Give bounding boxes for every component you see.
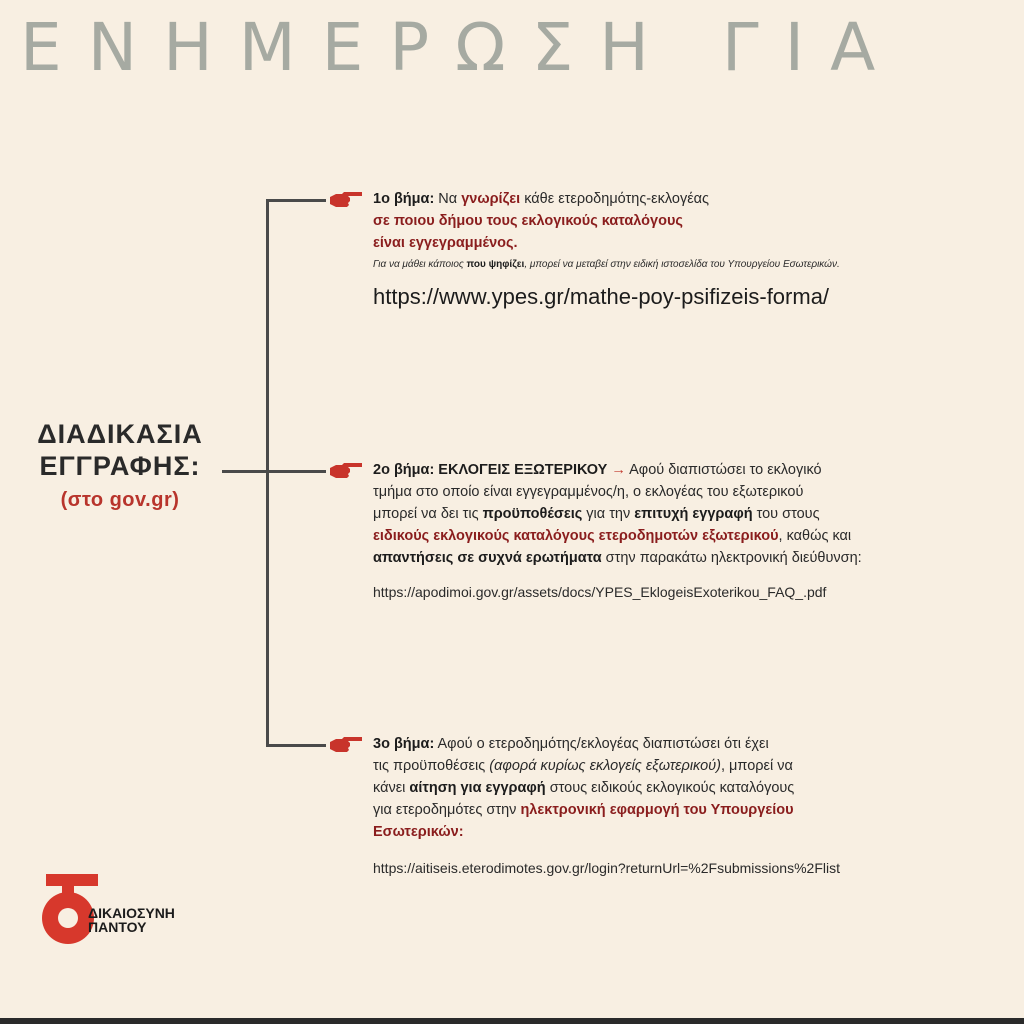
tree-vertical-line — [266, 200, 269, 746]
registration-process-title — [20, 418, 220, 516]
tree-branch-step1 — [266, 199, 326, 202]
step2-line3: μπορεί να δει τις προϋποθέσεις για την επιτυχή εγγραφή του στους — [373, 506, 820, 522]
step1-line3: είναι εγγεγραμμένος. — [373, 235, 518, 251]
step1-note: Για να μάθει κάποιος που ψηφίζει, μπορεί να μεταβεί στην ειδική ιστοσελίδα του Υπουργείου Εσωτερικών. — [373, 259, 840, 270]
step3-line1: 3ο βήμα: Αφού ο ετεροδημότης/εκλογέας διαπιστώσει ότι έχει — [373, 736, 769, 752]
title-subtitle: (στο gov.gr) — [60, 489, 180, 511]
step2-line1: 2ο βήμα: ΕΚΛΟΓΕΙΣ ΕΞΩΤΕΡΙΚΟΥ → Αφού διαπιστώσει το εκλογικό — [373, 462, 822, 478]
logo-text — [88, 906, 175, 934]
step3-line2: τις προϋποθέσεις (αφορά κυρίως εκλογείς εξωτερικού), μπορεί να — [373, 758, 793, 774]
step3-line5: Εσωτερικών: — [373, 824, 464, 840]
logo-text-line1: ΔΙΚΑΙΟΣΥΝΗ — [88, 905, 175, 921]
pointing-hand-icon — [328, 462, 364, 480]
step3-line3: κάνει αίτηση για εγγραφή στους ειδικούς εκλογικούς καταλόγους — [373, 780, 795, 796]
title-line-1: ΔΙΑΔΙΚΑΣΙΑ — [37, 419, 203, 449]
step1-line2: σε ποιου δήμου τους εκλογικούς καταλόγους — [373, 213, 683, 229]
tree-branch-step3 — [266, 744, 326, 747]
tree-main-branch — [222, 470, 268, 473]
step2-line2: τμήμα στο οποίο είναι εγγεγραμμένος/η, ο εκλογέας του εξωτερικού — [373, 484, 804, 500]
ypes-link[interactable]: https://www.ypes.gr/mathe-poy-psifizeis-forma/ — [373, 284, 830, 309]
step-2 — [373, 459, 1013, 603]
pointing-hand-icon — [328, 736, 364, 754]
page-headline: ΕΝΗΜΕΡΩΣΗ ΓΙΑ — [20, 9, 902, 86]
pointing-hand-icon — [328, 191, 364, 209]
step3-line4: για ετεροδημότες στην ηλεκτρονική εφαρμογή του Υπουργείου — [373, 802, 794, 818]
step-3 — [373, 733, 1013, 879]
step2-line5: απαντήσεις σε συχνά ερωτήματα στην παρακάτω ηλεκτρονική διεύθυνση: — [373, 550, 862, 566]
step-1 — [373, 188, 840, 308]
bottom-bar — [0, 1018, 1024, 1024]
step1-line1: 1ο βήμα: Να γνωρίζει κάθε ετεροδημότης-εκλογέας — [373, 191, 710, 207]
tree-branch-step2 — [266, 470, 326, 473]
step2-line4: ειδικούς εκλογικούς καταλόγους ετεροδημοτών εξωτερικού, καθώς και — [373, 528, 852, 544]
logo-text-line2: ΠΑΝΤΟΥ — [88, 919, 147, 935]
title-line-2: ΕΓΓΡΑΦΗΣ: — [39, 451, 201, 481]
eterodimotes-application-link[interactable]: https://aitiseis.eterodimotes.gov.gr/login?returnUrl=%2Fsubmissions%2Flist — [373, 860, 840, 876]
apodimoi-faq-link[interactable]: https://apodimoi.gov.gr/assets/docs/YPES_EklogeisExoterikou_FAQ_.pdf — [373, 584, 827, 600]
